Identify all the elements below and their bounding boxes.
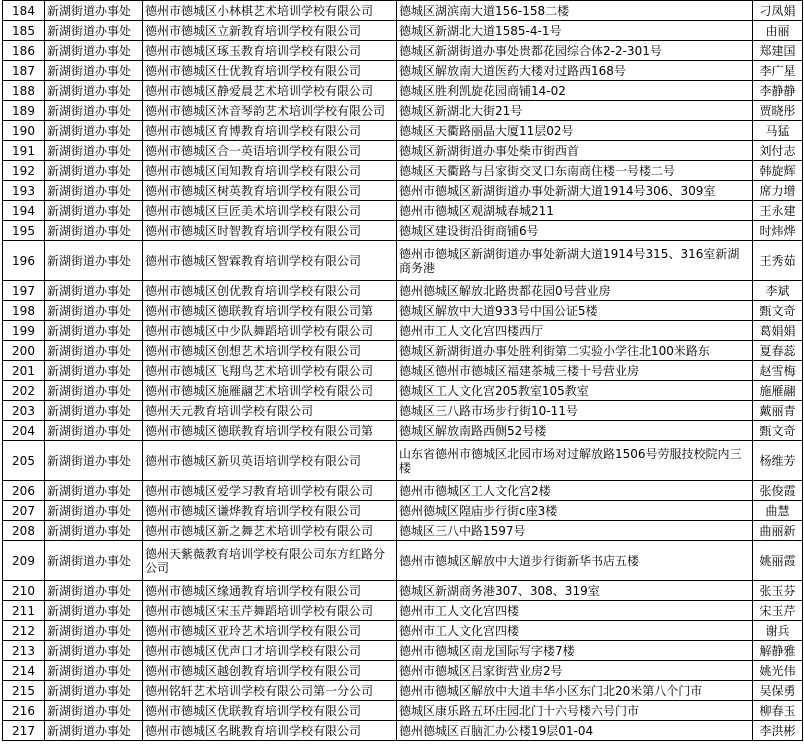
- office-cell: 新湖街道办事处: [45, 361, 143, 381]
- office-cell: 新湖街道办事处: [45, 301, 143, 321]
- office-cell: 新湖街道办事处: [45, 241, 143, 281]
- table-row: [3, 301, 803, 321]
- row-number-cell: 202: [3, 381, 45, 401]
- school-name-cell: 德州市德城区创想艺术培训学校有限公司: [143, 341, 397, 361]
- address-cell: 德城区胜利凯旋花园商铺14-02: [397, 81, 753, 101]
- office-cell: 新湖街道办事处: [45, 221, 143, 241]
- table-row: [3, 501, 803, 521]
- row-number-cell: 207: [3, 501, 45, 521]
- table-row: [3, 621, 803, 641]
- school-name-cell: 德州市德城区施雁翮艺术培训学校有限公司: [143, 381, 397, 401]
- office-cell: 新湖街道办事处: [45, 381, 143, 401]
- table-row: [3, 181, 803, 201]
- address-cell: 德州市工人文化宫四楼: [397, 601, 753, 621]
- address-cell: 德城区解放中大道933号中国公证5楼: [397, 301, 753, 321]
- legal-person-cell: 郑建国: [753, 41, 803, 61]
- school-registry-table: [2, 0, 803, 741]
- legal-person-cell: 杨维芳: [753, 441, 803, 481]
- office-cell: 新湖街道办事处: [45, 501, 143, 521]
- table-row: [3, 361, 803, 381]
- legal-person-cell: 席力增: [753, 181, 803, 201]
- table-row: [3, 1, 803, 21]
- legal-person-cell: 李斌: [753, 281, 803, 301]
- office-cell: 新湖街道办事处: [45, 401, 143, 421]
- legal-person-cell: 张俊霞: [753, 481, 803, 501]
- office-cell: 新湖街道办事处: [45, 441, 143, 481]
- school-name-cell: 德州市德城区小林棋艺术培训学校有限公司: [143, 1, 397, 21]
- address-cell: 德州市德城区吕家街营业房2号: [397, 661, 753, 681]
- table-row: [3, 481, 803, 501]
- row-number-cell: 209: [3, 541, 45, 581]
- row-number-cell: 217: [3, 721, 45, 741]
- legal-person-cell: 曲慧: [753, 501, 803, 521]
- address-cell: 德州市德城区新湖街道办事处新湖大道1914号315、316室新湖商务港: [397, 241, 753, 281]
- office-cell: 新湖街道办事处: [45, 101, 143, 121]
- address-cell: 德州市德城区观湖城春城211: [397, 201, 753, 221]
- row-number-cell: 194: [3, 201, 45, 221]
- row-number-cell: 188: [3, 81, 45, 101]
- address-cell: 德城区新湖街道办事处贵都花园综合体2-2-301号: [397, 41, 753, 61]
- legal-person-cell: 甄文奇: [753, 301, 803, 321]
- school-name-cell: 德州市德城区巨匠美术培训学校有限公司: [143, 201, 397, 221]
- row-number-cell: 191: [3, 141, 45, 161]
- school-name-cell: 德州市德城区沐音琴韵艺术培训学校有限公司: [143, 101, 397, 121]
- table-row: [3, 441, 803, 481]
- row-number-cell: 187: [3, 61, 45, 81]
- table-row: [3, 661, 803, 681]
- table-row: [3, 701, 803, 721]
- address-cell: 德州市德城区解放中大道丰华小区东门北20米第八个门市: [397, 681, 753, 701]
- row-number-cell: 192: [3, 161, 45, 181]
- row-number-cell: 212: [3, 621, 45, 641]
- address-cell: 德城区新湖商务港307、308、319室: [397, 581, 753, 601]
- address-cell: 山东省德州市德城区北园市场对过解放路1506号劳服技校院内三楼: [397, 441, 753, 481]
- school-name-cell: 德州市德城区德联教育培训学校有限公司第: [143, 421, 397, 441]
- school-name-cell: 德州市德城区优联教育培训学校有限公司: [143, 701, 397, 721]
- legal-person-cell: 甄文奇: [753, 421, 803, 441]
- school-name-cell: 德州市德城区越创教育培训学校有限公司: [143, 661, 397, 681]
- office-cell: 新湖街道办事处: [45, 601, 143, 621]
- row-number-cell: 206: [3, 481, 45, 501]
- address-cell: 德城区天衢路丽晶大厦11层02号: [397, 121, 753, 141]
- address-cell: 德城区新湖街道办事处胜利街第二实验小学往北100米路东: [397, 341, 753, 361]
- office-cell: 新湖街道办事处: [45, 341, 143, 361]
- table-row: [3, 201, 803, 221]
- legal-person-cell: 姚丽霞: [753, 541, 803, 581]
- legal-person-cell: 夏春蕊: [753, 341, 803, 361]
- legal-person-cell: 戴丽青: [753, 401, 803, 421]
- school-name-cell: 德州铭轩艺术培训学校有限公司第一分公司: [143, 681, 397, 701]
- school-name-cell: 德州市德城区名眺教育培训学校有限公司: [143, 721, 397, 741]
- school-name-cell: 德州市德城区优声口才培训学校有限公司: [143, 641, 397, 661]
- row-number-cell: 214: [3, 661, 45, 681]
- office-cell: 新湖街道办事处: [45, 481, 143, 501]
- office-cell: 新湖街道办事处: [45, 81, 143, 101]
- legal-person-cell: 刁凤娟: [753, 1, 803, 21]
- address-cell: 德州市工人文化宫四楼: [397, 621, 753, 641]
- table-row: [3, 721, 803, 741]
- row-number-cell: 199: [3, 321, 45, 341]
- address-cell: 德州市德城区解放中大道步行街新华书店五楼: [397, 541, 753, 581]
- office-cell: 新湖街道办事处: [45, 521, 143, 541]
- table-row: [3, 381, 803, 401]
- school-name-cell: 德州市德城区飞翔鸟艺术培训学校有限公司: [143, 361, 397, 381]
- row-number-cell: 189: [3, 101, 45, 121]
- row-number-cell: 193: [3, 181, 45, 201]
- address-cell: 德城区解放南大道医药大楼对过路西168号: [397, 61, 753, 81]
- address-cell: 德城区建设街沿街商铺6号: [397, 221, 753, 241]
- legal-person-cell: 谢兵: [753, 621, 803, 641]
- row-number-cell: 215: [3, 681, 45, 701]
- office-cell: 新湖街道办事处: [45, 21, 143, 41]
- office-cell: 新湖街道办事处: [45, 701, 143, 721]
- school-name-cell: 德州天紫薇教育培训学校有限公司东方红路分公司: [143, 541, 397, 581]
- school-name-cell: 德州市德城区中少队舞蹈培训学校有限公司: [143, 321, 397, 341]
- row-number-cell: 190: [3, 121, 45, 141]
- row-number-cell: 184: [3, 1, 45, 21]
- school-name-cell: 德州市德城区创优教育培训学校有限公司: [143, 281, 397, 301]
- table-row: [3, 541, 803, 581]
- table-row: [3, 41, 803, 61]
- school-name-cell: 德州天元教育培训学校有限公司: [143, 401, 397, 421]
- school-name-cell: 德州市德城区仕优教育培训学校有限公司: [143, 61, 397, 81]
- office-cell: 新湖街道办事处: [45, 721, 143, 741]
- legal-person-cell: 吴保勇: [753, 681, 803, 701]
- table-row: [3, 81, 803, 101]
- school-name-cell: 德州市德城区新之舞艺术培训学校有限公司: [143, 521, 397, 541]
- school-name-cell: 德州市德城区亚玲艺术培训学校有限公司: [143, 621, 397, 641]
- table-row: [3, 121, 803, 141]
- address-cell: 德城区德州市德城区福建茶城三楼十号营业房: [397, 361, 753, 381]
- school-name-cell: 德州市德城区时智教育培训学校有限公司: [143, 221, 397, 241]
- table-row: [3, 581, 803, 601]
- office-cell: 新湖街道办事处: [45, 641, 143, 661]
- office-cell: 新湖街道办事处: [45, 181, 143, 201]
- office-cell: 新湖街道办事处: [45, 581, 143, 601]
- office-cell: 新湖街道办事处: [45, 61, 143, 81]
- office-cell: 新湖街道办事处: [45, 681, 143, 701]
- legal-person-cell: 贾晓彤: [753, 101, 803, 121]
- legal-person-cell: 张玉芬: [753, 581, 803, 601]
- legal-person-cell: 由丽: [753, 21, 803, 41]
- school-name-cell: 德州市德城区育博教育培训学校有限公司: [143, 121, 397, 141]
- row-number-cell: 198: [3, 301, 45, 321]
- legal-person-cell: 李广星: [753, 61, 803, 81]
- school-name-cell: 德州市德城区缘通教育培训学校有限公司: [143, 581, 397, 601]
- table-row: [3, 101, 803, 121]
- legal-person-cell: 赵雪梅: [753, 361, 803, 381]
- legal-person-cell: 刘付志: [753, 141, 803, 161]
- school-name-cell: 德州市德城区谦烨教育培训学校有限公司: [143, 501, 397, 521]
- legal-person-cell: 李静静: [753, 81, 803, 101]
- office-cell: 新湖街道办事处: [45, 121, 143, 141]
- table-row: [3, 241, 803, 281]
- address-cell: 德城区三八路市场步行街10-11号: [397, 401, 753, 421]
- table-row: [3, 21, 803, 41]
- address-cell: 德州德城区解放北路贵都花园0号营业房: [397, 281, 753, 301]
- school-name-cell: 德州市德城区智霖教育培训学校有限公司: [143, 241, 397, 281]
- address-cell: 德城区解放南路西侧52号楼: [397, 421, 753, 441]
- address-cell: 德城区天衢路与吕家街交叉口东南商住楼一号楼二号: [397, 161, 753, 181]
- school-name-cell: 德州市德城区琢玉教育培训学校有限公司: [143, 41, 397, 61]
- row-number-cell: 200: [3, 341, 45, 361]
- legal-person-cell: 葛娟娟: [753, 321, 803, 341]
- legal-person-cell: 宋玉芹: [753, 601, 803, 621]
- school-name-cell: 德州市德城区宋玉芹舞蹈培训学校有限公司: [143, 601, 397, 621]
- address-cell: 德城区三八中路1597号: [397, 521, 753, 541]
- row-number-cell: 204: [3, 421, 45, 441]
- row-number-cell: 216: [3, 701, 45, 721]
- school-name-cell: 德州市德城区爱学习教育培训学校有限公司: [143, 481, 397, 501]
- address-cell: 德州市德城区新湖街道办事处新湖大道1914号306、309室: [397, 181, 753, 201]
- row-number-cell: 197: [3, 281, 45, 301]
- table-row: [3, 341, 803, 361]
- office-cell: 新湖街道办事处: [45, 161, 143, 181]
- address-cell: 德城区新湖北大街21号: [397, 101, 753, 121]
- row-number-cell: 208: [3, 521, 45, 541]
- school-name-cell: 德州市德城区树英教育培训学校有限公司: [143, 181, 397, 201]
- table-row: [3, 141, 803, 161]
- row-number-cell: 185: [3, 21, 45, 41]
- legal-person-cell: 韩旋辉: [753, 161, 803, 181]
- address-cell: 德州德城区隍庙步行街c座3楼: [397, 501, 753, 521]
- table-row: [3, 401, 803, 421]
- row-number-cell: 196: [3, 241, 45, 281]
- row-number-cell: 195: [3, 221, 45, 241]
- row-number-cell: 205: [3, 441, 45, 481]
- address-cell: 德州市工人文化宫四楼西厅: [397, 321, 753, 341]
- row-number-cell: 213: [3, 641, 45, 661]
- school-name-cell: 德州市德城区新贝英语培训学校有限公司: [143, 441, 397, 481]
- row-number-cell: 211: [3, 601, 45, 621]
- legal-person-cell: 时炜烨: [753, 221, 803, 241]
- school-name-cell: 德州市德城区德联教育培训学校有限公司第: [143, 301, 397, 321]
- legal-person-cell: 施雁翮: [753, 381, 803, 401]
- school-name-cell: 德州市德城区合一英语培训学校有限公司: [143, 141, 397, 161]
- address-cell: 德城区新湖北大道1585-4-1号: [397, 21, 753, 41]
- legal-person-cell: 马猛: [753, 121, 803, 141]
- school-name-cell: 德州市德城区立新教育培训学校有限公司: [143, 21, 397, 41]
- legal-person-cell: 姚光伟: [753, 661, 803, 681]
- legal-person-cell: 解静雅: [753, 641, 803, 661]
- office-cell: 新湖街道办事处: [45, 321, 143, 341]
- legal-person-cell: 李洪彬: [753, 721, 803, 741]
- table-row: [3, 321, 803, 341]
- table-row: [3, 641, 803, 661]
- address-cell: 德州市德城区南龙国际写字楼7楼: [397, 641, 753, 661]
- table-row: [3, 281, 803, 301]
- office-cell: 新湖街道办事处: [45, 281, 143, 301]
- row-number-cell: 203: [3, 401, 45, 421]
- address-cell: 德城区康乐路五环庄园北门十六号楼六号门市: [397, 701, 753, 721]
- address-cell: 德城区新湖街道办事处柴市街西首: [397, 141, 753, 161]
- table-row: [3, 61, 803, 81]
- table-row: [3, 681, 803, 701]
- table-row: [3, 601, 803, 621]
- office-cell: 新湖街道办事处: [45, 41, 143, 61]
- office-cell: 新湖街道办事处: [45, 421, 143, 441]
- office-cell: 新湖街道办事处: [45, 621, 143, 641]
- office-cell: 新湖街道办事处: [45, 661, 143, 681]
- row-number-cell: 186: [3, 41, 45, 61]
- table-row: [3, 521, 803, 541]
- row-number-cell: 201: [3, 361, 45, 381]
- office-cell: 新湖街道办事处: [45, 141, 143, 161]
- address-cell: 德城区湖滨南大道156-158二楼: [397, 1, 753, 21]
- office-cell: 新湖街道办事处: [45, 541, 143, 581]
- office-cell: 新湖街道办事处: [45, 201, 143, 221]
- table-row: [3, 421, 803, 441]
- school-name-cell: 德州市德城区静爱晨艺术培训学校有限公司: [143, 81, 397, 101]
- legal-person-cell: 王永建: [753, 201, 803, 221]
- office-cell: 新湖街道办事处: [45, 1, 143, 21]
- address-cell: 德城区工人文化宫205教室105教室: [397, 381, 753, 401]
- legal-person-cell: 曲丽新: [753, 521, 803, 541]
- address-cell: 德州市德城区工人文化宫2楼: [397, 481, 753, 501]
- address-cell: 德州德城区百脑汇办公楼19层01-04: [397, 721, 753, 741]
- legal-person-cell: 王秀茹: [753, 241, 803, 281]
- school-name-cell: 德州市德城区闰知教育培训学校有限公司: [143, 161, 397, 181]
- row-number-cell: 210: [3, 581, 45, 601]
- table-row: [3, 221, 803, 241]
- table-row: [3, 161, 803, 181]
- legal-person-cell: 柳春玉: [753, 701, 803, 721]
